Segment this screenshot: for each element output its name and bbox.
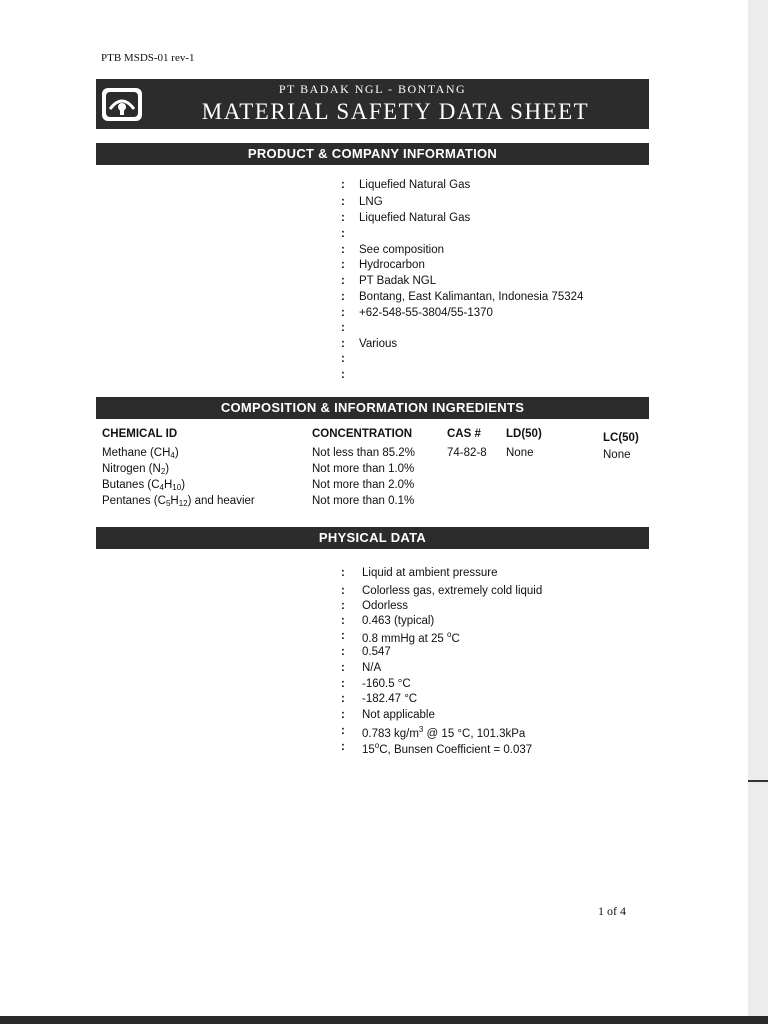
document-id: PTB MSDS-01 rev-1 bbox=[101, 52, 195, 64]
concentration: Not more than 0.1% bbox=[312, 495, 415, 507]
field-value: LNG bbox=[359, 196, 383, 208]
chemical-name: Pentanes $(C_5H_{12})$ and heavier bbox=[102, 495, 255, 508]
field-value: -182.47 °C bbox=[362, 693, 418, 705]
section-heading-composition: COMPOSITION & INFORMATION INGREDIENTS bbox=[96, 397, 649, 419]
field-value: See composition bbox=[359, 244, 445, 256]
field-value: 0.8 mmHg at 25 $^o$C bbox=[362, 630, 460, 645]
section-heading-product: PRODUCT & COMPANY INFORMATION bbox=[96, 143, 649, 165]
field-value: Liquid at ambient pressure bbox=[362, 567, 498, 579]
concentration: Not more than 2.0% bbox=[312, 479, 415, 491]
field-value: +62-548-55-3804/55-1370 bbox=[359, 307, 493, 319]
field-value: Liquefied Natural Gas bbox=[359, 179, 471, 191]
field-value: Not applicable bbox=[362, 709, 435, 721]
scan-edge-mark bbox=[748, 780, 768, 782]
field-value: N/A bbox=[362, 662, 382, 674]
column-header-concentration: CONCENTRATION bbox=[312, 428, 413, 440]
field-value: Various bbox=[359, 338, 398, 350]
field-value: 0.463 (typical) bbox=[362, 615, 435, 627]
column-header-chemical-id: CHEMICAL ID bbox=[102, 428, 178, 440]
field-value: 0.783 $kg/m^3$ @ 15 °C, 101.3kPa bbox=[362, 725, 526, 740]
concentration: Not less than 85.2% bbox=[312, 447, 415, 459]
chemical-name: Nitrogen $(N_2)$ bbox=[102, 463, 170, 476]
chemical-name: Butanes $(C_4H_{10})$ bbox=[102, 479, 186, 492]
company-name: PT BADAK NGL - BONTANG bbox=[278, 82, 467, 96]
field-value: Odorless bbox=[362, 600, 409, 612]
cas-number: 74-82-8 bbox=[447, 447, 487, 459]
column-header-lc50: LC(50) bbox=[603, 432, 639, 444]
document-title: MATERIAL SAFETY DATA SHEET bbox=[201, 99, 590, 124]
column-header-ld50: LD(50) bbox=[506, 428, 542, 440]
scan-edge-bottom bbox=[0, 1016, 768, 1024]
ld50-value: None bbox=[506, 447, 534, 459]
column-header-cas: CAS # bbox=[447, 428, 481, 440]
field-value: Colorless gas, extremely cold liquid bbox=[362, 585, 543, 597]
field-value: Liquefied Natural Gas bbox=[359, 212, 471, 224]
field-value: Hydrocarbon bbox=[359, 259, 425, 271]
lc50-value: None bbox=[603, 449, 631, 461]
page-number: 1 of 4 bbox=[598, 904, 626, 918]
section-heading-physical: PHYSICAL DATA bbox=[96, 527, 649, 549]
field-value: -160.5 °C bbox=[362, 678, 411, 690]
company-logo-icon bbox=[100, 85, 144, 123]
field-value: PT Badak NGL bbox=[359, 275, 437, 287]
concentration: Not more than 1.0% bbox=[312, 463, 415, 475]
field-value: Bontang, East Kalimantan, Indonesia 75324 bbox=[359, 291, 584, 303]
field-value: 15$^o$C, Bunsen Coefficient = 0.037 bbox=[362, 741, 533, 756]
title-banner bbox=[96, 79, 649, 129]
scan-edge-right bbox=[748, 0, 768, 1024]
field-value: 0.547 bbox=[362, 646, 391, 658]
chemical-name: Methane $(CH_4)$ bbox=[102, 447, 179, 460]
